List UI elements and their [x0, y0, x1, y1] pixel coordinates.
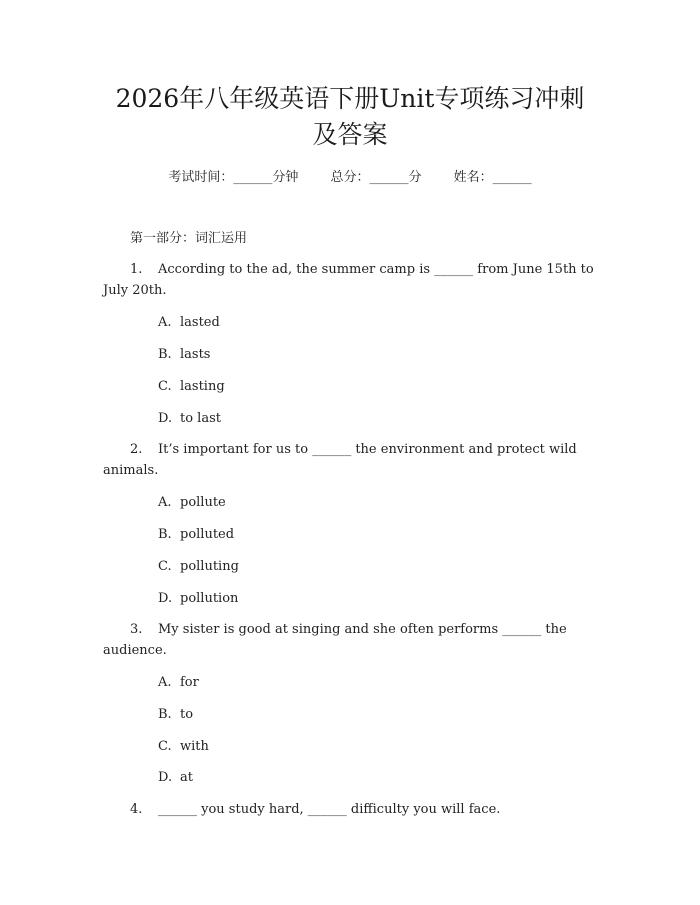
- section-heading: 第一部分：词汇运用: [130, 231, 248, 246]
- option-text: pollution: [180, 591, 239, 606]
- question-number: 1.: [130, 262, 143, 277]
- question-1-option-d: [158, 409, 221, 429]
- question-1: [130, 260, 594, 280]
- question-number: 3.: [130, 622, 143, 637]
- question-2-option-c: [158, 557, 239, 577]
- question-2-option-b: [158, 525, 234, 545]
- option-text: pollute: [180, 495, 226, 510]
- option-text: lasted: [180, 315, 220, 330]
- option-letter: C.: [158, 379, 172, 394]
- option-text: at: [180, 770, 193, 785]
- option-letter: C.: [158, 739, 172, 754]
- option-letter: B.: [158, 707, 172, 722]
- option-letter: D.: [158, 770, 173, 785]
- option-letter: A.: [158, 315, 172, 330]
- question-1-continuation: July 20th.: [103, 283, 167, 298]
- question-2-continuation: animals.: [103, 463, 159, 478]
- question-text: It’s important for us to ______ the environment and protect wild: [158, 442, 577, 457]
- question-3-option-c: [158, 737, 209, 757]
- question-2-option-d: [158, 589, 238, 609]
- option-text: polluted: [180, 527, 235, 542]
- option-text: for: [180, 675, 199, 690]
- question-1-option-b: [158, 345, 210, 365]
- option-text: to: [180, 707, 194, 722]
- question-3: [130, 620, 567, 640]
- question-text: According to the ad, the summer camp is ______ from June 15th to: [158, 262, 594, 277]
- question-number: 4.: [130, 802, 143, 817]
- student-name-field: 姓名：______: [453, 170, 532, 185]
- question-4: [130, 800, 500, 820]
- document-title-line-2: 及答案: [312, 120, 388, 149]
- option-text: polluting: [180, 559, 239, 574]
- total-score-field: 总分：______分: [330, 170, 422, 185]
- document-title-line-1: 2026年八年级英语下册Unit专项练习冲刺: [115, 84, 585, 113]
- question-text: ______ you study hard, ______ difficulty you will face.: [158, 802, 501, 817]
- question-1-option-a: [158, 313, 220, 333]
- option-text: to last: [180, 411, 221, 426]
- question-3-option-a: [158, 673, 199, 693]
- question-1-option-c: [158, 377, 225, 397]
- question-number: 2.: [130, 442, 143, 457]
- question-2: [130, 440, 577, 460]
- question-3-option-d: [158, 768, 193, 788]
- question-3-option-b: [158, 705, 193, 725]
- option-letter: B.: [158, 527, 172, 542]
- question-2-option-a: [158, 493, 226, 513]
- question-3-continuation: audience.: [103, 643, 167, 658]
- exam-info: [0, 168, 700, 188]
- option-letter: D.: [158, 411, 173, 426]
- option-letter: C.: [158, 559, 172, 574]
- option-letter: A.: [158, 675, 172, 690]
- option-text: with: [180, 739, 209, 754]
- question-text: My sister is good at singing and she often performs ______ the: [158, 622, 567, 637]
- option-letter: D.: [158, 591, 173, 606]
- option-text: lasting: [180, 379, 225, 394]
- option-letter: B.: [158, 347, 172, 362]
- exam-time-field: 考试时间：______分钟: [168, 170, 299, 185]
- option-text: lasts: [180, 347, 211, 362]
- option-letter: A.: [158, 495, 172, 510]
